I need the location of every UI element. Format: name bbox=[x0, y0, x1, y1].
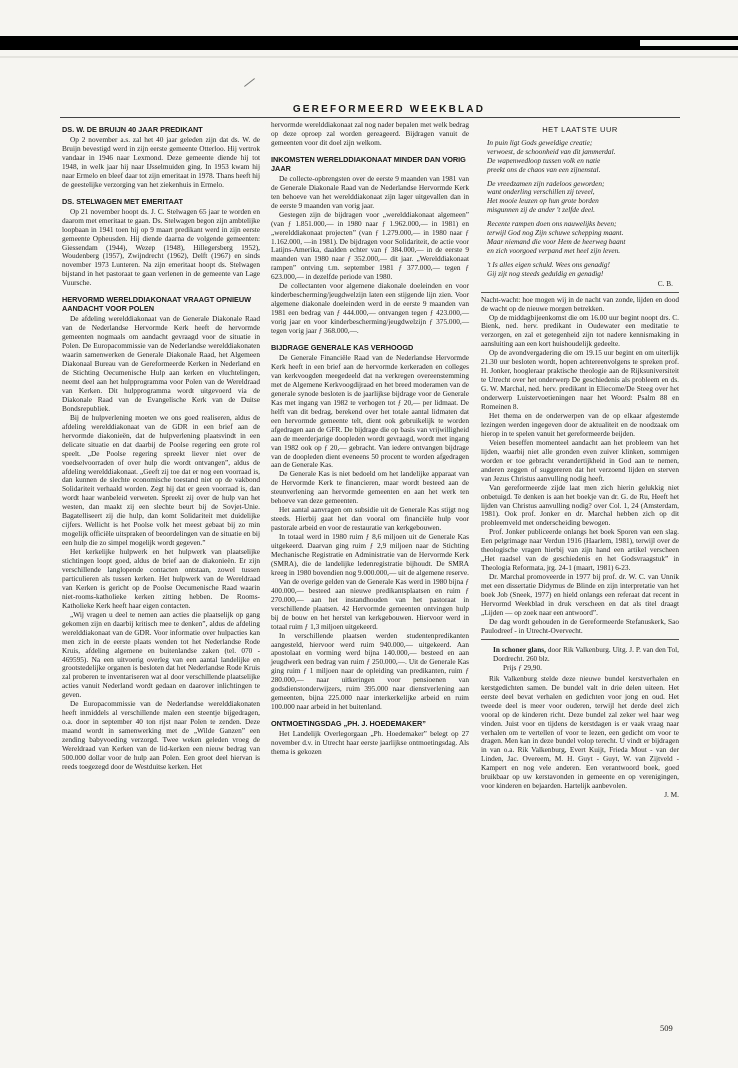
article-heading: INKOMSTEN WERELDDIAKONAAT MINDER DAN VORIG JAAR bbox=[271, 154, 466, 173]
page-top-black-bar bbox=[0, 36, 738, 50]
section-rule bbox=[481, 639, 679, 640]
poem-stanza bbox=[487, 180, 679, 216]
column-1 bbox=[62, 121, 260, 772]
poem-line: Recente rampen doen ons nauwelijks beven; bbox=[487, 219, 617, 229]
article-paragraph: Het Landelijk Overlegorgaan „Ph. Hoedemaker” belegt op 27 november d.v. in Utrecht haar eerste jaarlijkse ontmoetingsdag. Als thema is gekozen bbox=[271, 729, 469, 757]
poem-signature: C. B. bbox=[657, 278, 673, 288]
review-signoff: J. M. bbox=[664, 790, 679, 800]
article-paragraph: „Wij vragen u deel te nemen aan acties die plaatselijk op gang gekomen zijn en daarbij kritisch mee te denken”, aldus de afdeling werelddiakonaat van de GDR. Voor informatie over hulpacties kan men zich in de eerste plaats wenden tot het Nederlandse Rode Kruis, afdeling algemene en buitenlandse zaken (tel. 070 - 469595). Na een uitvoerig overleg van een aantal landelijke en grootstedelijke organen is besloten dat het Nederlandse Rode Kruis zal proberen te inventariseren wat al door verschillende plaatselijke acties vanuit Nederland wordt gedaan en daarover inlichtingen te geven. bbox=[62, 609, 260, 700]
article-paragraph: Prof. Jonker publiceerde onlangs het boek Sporen van een slag. Een pelgrimage naar Verdun 1916 (Haarlem, 1981), terwijl over de theologische vragen hierbij van zijn hand een artikel verscheen „Het raadsel van de geschiedenis en het Godsvraagstuk” in Theologia Reformata, jrg. 24-1 (maart, 1981) 6-23. bbox=[481, 527, 679, 573]
poem-line: Maar niemand die voor Hem de heerweg baant bbox=[487, 237, 626, 247]
poem-line: Het mooie leuzen op hun grote borden bbox=[487, 196, 599, 206]
article-paragraph: Veien beseffen momenteel aandacht aan het probleem van het lijden, waarbij niet alle gronden even zuiver klinken, sommigen worden er toe gebracht verandertijkheid in God aan te nemen, anderen zeggen of suggereren dat het verzoend lijden en sterven van Jezus Christus aanvulling nodig heeft. bbox=[481, 437, 679, 483]
article-paragraph: Dr. Marchal promoveerde in 1977 bij prof. dr. W. C. van Unnik met een dissertatie Didymus de Blinde en zijn interpretatie van het boek Job (Sneek, 1977) en hield onlangs een referaat dat recent in Hervormd Weekblad in druk verscheen en dat als titel draagt „Lijden — op zoek naar een antwoord”. bbox=[481, 572, 679, 617]
poem-line: terwijl God nog Zijn schuwe schepping maant. bbox=[487, 228, 624, 238]
article-paragraph: De dag wordt gehouden in de Gereformeerde Stefanuskerk, Sao Paulodreef - in Utrecht-Overvecht. bbox=[481, 616, 679, 635]
section-rule bbox=[481, 292, 679, 293]
article-heading: DS. W. DE BRUIJN 40 JAAR PREDIKANT bbox=[62, 125, 203, 134]
article-paragraph: De Europacommissie van de Nederlandse werelddiakonaten heeft inmiddels al verschillende malen een steentje bijgedragen, o.a. door in september 40 ton rijst naar Polen te zenden. Deze maand wordt in samenwerking met de „Wilde Ganzen” een zending babyvoeding verzorgd. Twee weken geleden vroeg de Wereldraad van Kerken van de lid-kerken een nieuw bedrag van 500.000 dollar voor de hulp aan Polen. Een groot deel hiervan is reeds toegezegd door de Westduitse kerken. Het bbox=[62, 699, 260, 771]
masthead-rule bbox=[60, 117, 680, 118]
column-3 bbox=[481, 121, 679, 800]
poem-stanza bbox=[487, 261, 679, 279]
page-crease bbox=[0, 56, 738, 58]
poem-line: In puin ligt Gods geweldige creatie; bbox=[487, 137, 593, 147]
poem-line: Gij zijt nog steeds geduldig en genadig! bbox=[487, 268, 604, 278]
article-paragraph: Op de middagbijeenkomst die om 16.00 uur begint noopt drs. C. Bienk, ned. herv. predikant in Oudewater een meditatie te verzorgen, en zal et getegenheid zijn tot nadere kennismaking in aansluiting aan een kort huishoudelijk gedeelte. bbox=[481, 312, 679, 349]
page-top-edge-gap bbox=[640, 40, 738, 46]
poem-line: want onderling verschillen zij teveel, bbox=[487, 187, 595, 197]
article-paragraph: Het aantal aanvragen om subsidie uit de Generale Kas stijgt nog steeds. Hierbij gaat het dan vooral om financiële hulp voor pastorale arbeid en voor de restauratie van kerkgebouwen. bbox=[271, 505, 469, 533]
article-heading: BIJDRAGE GENERALE KAS VERHOOGD bbox=[271, 343, 414, 353]
article-paragraph: De Generale Kas is niet bedoeld om het landelijke apparaat van de Hervormde Kerk te financieren, maar wordt besteed aan de steunverlening aan hervormde gemeenten en aan het werk ten behoeve van deze gemeenten. bbox=[271, 469, 469, 506]
book-review-header bbox=[493, 645, 679, 672]
poem-line: en zich voorgoed verpand met heel zijn leven. bbox=[487, 245, 621, 255]
article-heading: ONTMOETINGSDAG „PH. J. HOEDEMAKER” bbox=[271, 719, 426, 729]
article-paragraph: De collectanten voor algemene diakonale doeleinden en voor kinderbescherming/jeugdwelzijn laten een stijgende lijn zien. Voor algemene diakonale doeleinden werd in de eerste 9 maanden van 1981 een bedrag van ƒ 444.000,— ontvangen tegen ƒ 423.000,— vorig jaar en voor kinderbescherming/jeugdwelzijn ƒ 375.000,— tegen vorig jaar ƒ 368.000,—. bbox=[271, 281, 469, 336]
article-paragraph: In totaal werd in 1980 ruim ƒ 8,6 miljoen uit de Generale Kas uitgekeerd. Daarvan ging ruim ƒ 2,9 miljoen naar de Stichting Mechanische Registratie en Administratie van de Hervormde Kerk (SMRA), die de landelijke ledenregistratie bijhoudt. De SMRA kreeg in 1980 bovendien nog 9.000.000,— uit de algemene reserve. bbox=[271, 532, 469, 577]
article-heading: DS. STELWAGEN MET EMERITAAT bbox=[62, 196, 183, 206]
article-paragraph: De collecte-opbrengsten over de eerste 9 maanden van 1981 van de Generale Diakonale Raad van de Nederlandse Hervormde Kerk ten behoeve van het werelddiakonaat zijn lager uitgevallen dan in de eerste 9 maanden van vorig jaar. bbox=[271, 173, 469, 210]
column-2 bbox=[271, 121, 469, 757]
poem-line: De wapenwedloop tussen volk en natie bbox=[487, 155, 601, 165]
poem-line: preekt ons de chaos van een zijnenstal. bbox=[487, 164, 601, 174]
book-price: Prijs ƒ 29,90. bbox=[503, 662, 542, 672]
poem-line: De vreedzamen zijn radeloos geworden; bbox=[487, 178, 605, 188]
book-title: In schoner glans, bbox=[493, 644, 546, 654]
article-heading: HERVORMD WERELDDIAKONAAT VRAAGT OPNIEUW AANDACHT VOOR POLEN bbox=[62, 295, 252, 314]
article-paragraph: Rik Valkenburg stelde deze nieuwe bundel kerstverhalen en kerstgedichten samen. De bundel valt in drie delen uiteen. Het eerste deel bevat verhalen en gedichten voor jong en oud. Het tweede deel is meer voor ouderen, terwijl het derde deel zich vooral op de kinderen richt. Deze bundel zal zeker wel haar weg vinden. Juist voor en tijdens de kerstdagen is er vaak vraag naar verhalen om te vertellen of voor te lezen, een gedicht om voor te dragen. Men kan in deze bundel volop terecht. U vindt er bijdragen in van o.a. Rik Valkenburg, Evert Kuijt, Frieda Mout - van der Linden, Jac. Overeem, M. H. Guyt - Guyt, W. van Zijtveld - Kampert en nog vele anderen. Een verantwoord boek, goed bruikbaar op uw kerstavonden in gemeente en op verenigingen, voor kinderen en bejaarden. Hartelijk aanbevolen. bbox=[481, 673, 679, 791]
article-paragraph: Het thema en de onderwerpen van de op elkaar afgestemde lezingen werden ingegeven door de aktualiteit en de noodzaak om hierop in te spelen vanuit het gereformeerde beijden. bbox=[481, 410, 679, 438]
article-paragraph: Nacht-wacht: hoe mogen wij in de nacht van zonde, lijden en dood de wacht op de nieuwe morgen betrekken. bbox=[481, 294, 679, 313]
article-paragraph: hervormde werelddiakonaat zal nog nader bepalen met welk bedrag op deze oproep zal worden gereageerd. Bijdragen vanuit de gemeenten voor dit doel zijn welkom. bbox=[271, 120, 469, 147]
article-paragraph: In verschillende plaatsen werden studentenpredikanten aangesteld, hiervoor werd ruim 940.000,— uitgekeerd. Aan apostolaat en vorming werd bijna 140.000,— besteed en aan jeugdwerk een bedrag van ruim ƒ 250.000,—. Uit de Generale Kas ging ruim ƒ 1 miljoen naar de opleiding van predikanten, ruim ƒ 280.000,— naar uitkeringen voor pensioenen van godsdienstonderwijzers, ruim 395.000 naar dienstverlening aan gemeenten, bijna 225.000 naar interkerkelijke arbeid en ruim 100.000 naar arbeid in het buitenland. bbox=[271, 630, 469, 712]
article-paragraph: Het kerkelijke hulpwerk en het hulpwerk van plaatselijke stichtingen loopt goed, aldus de brief aan de diakonieën. Er zijn verschillende langlopende contacten ontstaan, zowel tussen particulieren als tussen kerken. Het hulpwerk van de Wereldraad van Kerken is gericht op de Poolse Oecumenische Raad waarin niet-rooms-katholieke kerken zitting hebben. De Rooms-Katholieke Kerk heeft haar eigen contacten. bbox=[62, 547, 260, 610]
article-paragraph: Op de avondvergadering die om 19.15 uur begint en om uiterlijk 21.30 uur besloten wordt, hopen achtereenvolgens te spreken prof. H. Jonker, hoogleraar praktische theologie aan de Rijksuniversiteit te Utrecht over het onderwerp De geschiedenis als probleem en ds. G. W. Marchal, ned. herv. predikant in Eliecome/De Steeg over het onderwerp Luistervoetieningen naar het Woord: Psalm 88 en Romeinen 8. bbox=[481, 348, 679, 412]
article-paragraph: Bij de hulpverlening moeten we ons goed realiseren, aldus de afdeling werelddiakonaat van de GDR in een brief aan de hervormde diakonieën, dat de hulpverlening plaatsvindt in een delicate situatie en dat daarbij de Poolse regering een grote rol speelt. „De Poolse regering spreekt liever niet over de voedselvoorraden of over hulp die wordt ontvangen”, aldus de afdeling werelddiakonaat. „Geeft zij toe dat er nog een voorraad is, dan kunnen de slechte economische toestand niet op de vakbond Solidariteit verhaald worden. Zegt hij dat er geen voorraad is, dan wordt haar wanbeleid verweten. Spreekt zij over de hulp van het westen, dan maakt zij een slechte beurt bij de Sovjet-Unie. Bagatelliseert zij die hulp, dan komt Solidariteit met duidelijke cijfers. Wellicht is het Poolse volk het meest gebaat bij zo min mogelijk officiële uitspraken of beoordelingen van de situatie en bij een hulp die zo simpel mogelijk wordt gegeven.” bbox=[62, 412, 260, 548]
poem-line: verwoest, de schoonheid van dit jammerdal. bbox=[487, 146, 616, 156]
page-number: 509 bbox=[660, 1023, 673, 1033]
book-info: door Rik Valkenburg. Uitg. J. P. van den Tol, Dordrecht. 260 blz. bbox=[493, 644, 680, 663]
article-paragraph: Van de overige gelden van de Generale Kas werd in 1980 bijna ƒ 400.000,— besteed aan nieuwe predikantsplaatsen en ruim ƒ 270.000,— aan het instandhouden van het pastoraat in verschillende plaatsen. 42 Hervormde gemeenten ontvingen hulp bij de bouw en het herstel van kerkgebouwen. Hiervoor werd in totaal ruim ƒ 1,3 miljoen uitgekeerd. bbox=[271, 576, 469, 631]
article-paragraph: De afdeling werelddiakonaat van de Generale Diakonale Raad van de Nederlandse Hervormde Kerk heeft de hervormde gemeenten nogmaals om aandacht gevraagd voor de situatie in Polen. De Europacommissie van de Nederlandse werelddiakonaten waarin samenwerken de Generale Diakonale Raad, het Algemeen Diakonaal Bureau van de Gereformeerde Kerken in Nederland en de Stichting Oecumenische Hulp aan kerken en vluchtelingen, neemt deel aan het hulpprogramma voor Polen van de Wereldraad van Kerken. Dit hulpprogramma wordt uitgevoerd via de Diakonale Raad van de Evangelische Kerk van de Duitse Bondsrepubliek. bbox=[62, 314, 260, 413]
poem-line: misgunnen zij de ander 't zelfde deel. bbox=[487, 205, 595, 215]
poem-stanza bbox=[487, 139, 679, 175]
article-paragraph: Van gereformeerde zijde laat men zich hierin gelukkig niet onbetuigd. Te denken is aan het boekje van dr. G. de Ru, Heeft het lijden van Christus aanvulling nodig? over Col. 1, 24 (Amsterdam, 1981). Ook prof. Jonker en dr. Marchal hebben zich op dit probleemveld met onderscheiding bewogen. bbox=[481, 482, 679, 528]
poem-title: HET LAATSTE UUR bbox=[542, 125, 618, 134]
poem-stanza bbox=[487, 220, 679, 256]
article-paragraph: Op 2 november a.s. zal het 40 jaar geleden zijn dat ds. W. de Bruijn bevestigd werd in zijn eerste gemeente Otterloo. Hij vertrok vandaar in 1946 naar Lexmond. Deze gemeente diende hij tot 1948, in welk jaar hij naar IJsselmuiden ging. In 1953 kwam hij naar Ermelo en bleef daar tot zijn emeritaat in 1978. Thans heeft hij de geestelijke verzorging van het ziekenhuis in Ermelo. bbox=[62, 135, 260, 189]
article-paragraph: Op 21 november hoopt ds. J. C. Stelwagen 65 jaar te worden en daarom met emeritaat te gaan. Ds. Stelwagen begon zijn ambtelijke loopbaan in 1941 toen hij op 9 maart predikant werd in zijn eerste gemeente Opheusden. Hij diende daarna de volgende gemeenten: Giessendam (1944), Wezep (1948), Hillegersberg 1952), Woudenberg (1957), Zwijndrecht (1962), Delft (1967) en sinds november 1973 Lunteren. Na zijn emeritaat hoopt ds. Stelwagen bijstand in het pastoraat te gaan verlenen in de gemeente van Lage Vuursche. bbox=[62, 206, 260, 288]
masthead: GEREFORMEERD WEEKBLAD bbox=[292, 104, 486, 115]
article-paragraph: Gestegen zijn de bijdragen voor „werelddiakonaat algemeen” (van ƒ 1.851.000,— in 1980 naar ƒ 1.962.000,— in 1981) en „werelddiakonaat projecten” (van ƒ 1.279.000,— in 1980 naar ƒ 1.162.000, —in 1981). De bijdragen voor Solidariteit, de actie voor Latijns-Amerika, daalden echter van ƒ 384.000,— in de eerste 9 maanden van 1980 naar ƒ 352.000,— dit jaar. „Werelddiakonaat rampen” ontving t.m. september 1981 ƒ 377.000,— tegen ƒ 623.000,— in dezelfde periode van 1980. bbox=[271, 209, 469, 282]
poem-line: 't Is alles eigen schuld. Wees ons genadig! bbox=[487, 259, 610, 269]
article-paragraph: De Generale Financiële Raad van de Nederlandse Hervormde Kerk heeft in een brief aan de hervormde kerkeraden en colleges van kerkvoogden meegedeeld dat na verkregen overeenstemming met de Algemene Kerkvoogdijraad en het breed moderamen van de generale synode besloten is de jaarlijkse bijdrage voor de Generale Kas met ingang van 1982 te verhogen tot ƒ 20,— per lidmaat. De helft van dit bedrag, berekend over het totale aantal lidmaten dat een hervormde gemeente telt, dient ook gebruikelijk te worden afgedragen aan de GFR. De bijdrage die op basis van vrijwilligheid aan de meerderjarige doopleden wordt gevraagd, wordt met ingang van 1982 ook op ƒ 20,— gebracht. Van iedere ontvangen bijdrage van de doopleden dient eveneens 50 procent te worden afgedragen aan de Generale Kas. bbox=[271, 353, 469, 470]
scan-mark bbox=[244, 78, 255, 87]
